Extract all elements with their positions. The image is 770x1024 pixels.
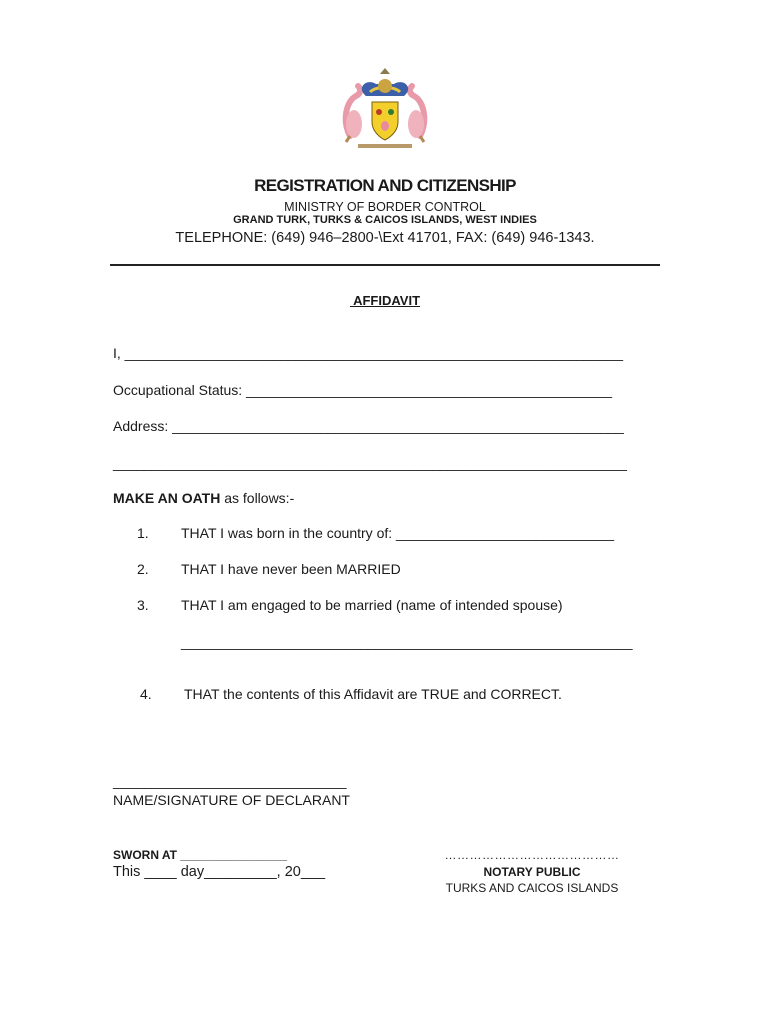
oath-rest: as follows:- <box>220 490 295 506</box>
address-line: Address: __________________________________________________________ <box>113 418 624 434</box>
item-2-number: 2. <box>137 561 149 577</box>
declarant-name-line: I, ________________________________________________________________ <box>113 345 623 361</box>
document-title: REGISTRATION AND CITIZENSHIP <box>254 176 516 195</box>
oath-statement <box>113 490 294 506</box>
affidavit-heading-text: AFFIDAVIT <box>349 293 421 308</box>
item-3-number: 3. <box>137 597 149 613</box>
spouse-name-line: __________________________________________________________ <box>181 634 633 650</box>
sworn-at-line: SWORN AT ________________ <box>113 848 288 862</box>
ministry-name: MINISTRY OF BORDER CONTROL <box>284 200 486 214</box>
item-1-text: THAT I was born in the country of: ____________________________ <box>181 525 615 541</box>
affidavit-heading <box>0 293 770 308</box>
occupational-status-line: Occupational Status: _______________________________________________ <box>113 382 613 398</box>
signature-label: NAME/SIGNATURE OF DECLARANT <box>113 792 350 808</box>
contact-telephone: TELEPHONE: (649) 946–2800-\Ext 41701, FAX: (649) 946-1343. <box>175 230 595 246</box>
item-2-text: THAT I have never been MARRIED <box>181 561 401 577</box>
oath-bold: MAKE AN OATH <box>113 490 221 506</box>
item-4-text: THAT the contents of this Affidavit are TRUE and CORRECT. <box>184 686 562 702</box>
ministry-address: GRAND TURK, TURKS & CAICOS ISLANDS, WEST INDIES <box>233 214 537 226</box>
signature-line: ______________________________ <box>113 773 347 789</box>
item-4-number: 4. <box>140 686 152 702</box>
address-line-continued: __________________________________________________________________ <box>113 455 627 471</box>
notary-signature-dots: …………………………………… <box>444 848 620 862</box>
notary-place: TURKS AND CAICOS ISLANDS <box>445 881 619 895</box>
item-1-number: 1. <box>137 525 149 541</box>
header-divider <box>110 264 660 266</box>
notary-title: NOTARY PUBLIC <box>483 865 581 879</box>
item-3-text: THAT I am engaged to be married (name of intended spouse) <box>181 597 563 613</box>
date-line: This ____ day_________, 20___ <box>113 864 326 880</box>
coat-of-arms-icon <box>336 66 434 152</box>
